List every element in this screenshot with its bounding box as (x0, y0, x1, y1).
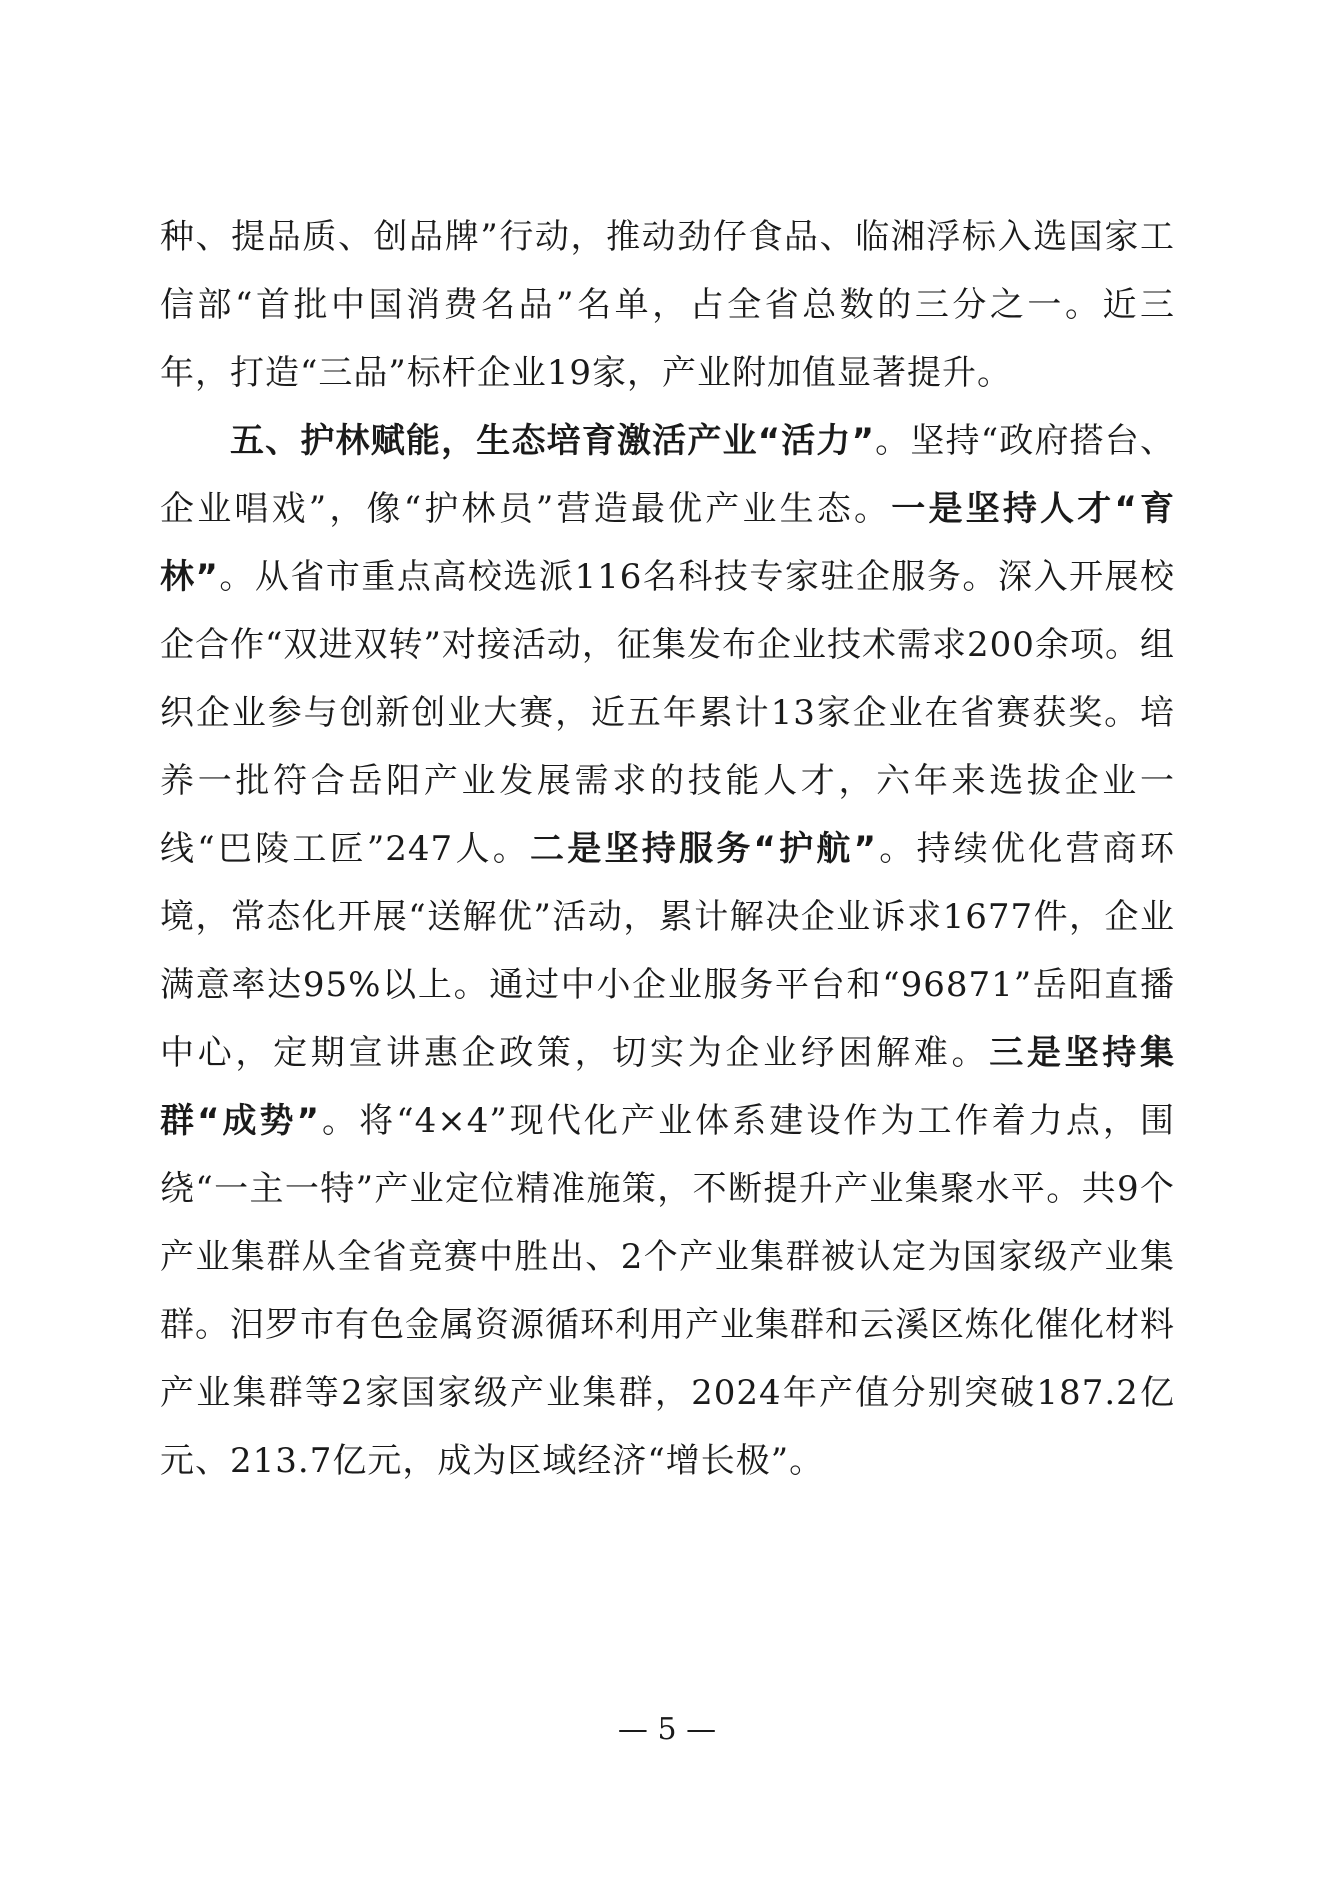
section-heading: 五、护林赋能，生态培育激活产业“活力” (230, 421, 875, 461)
point-heading-one: 一是坚持人才“育林” (160, 489, 1175, 597)
paragraph-text: 。从省市重点高校选派116名科技专家驻企服务。深入开展校企合作“双进双转”对接活动，征集发布企业技术需求200余项。组织企业参与创新创业大赛，近五年累计13家企业在省赛获奖。培养一批符合岳阳产业发展需求的技能人才，六年来选拔企业一线“巴陵工匠”247人。 (160, 557, 1175, 869)
document-body (160, 203, 1175, 1495)
page-number: — 5 — (617, 1712, 717, 1747)
paragraph-text: 。将“4×4”现代化产业体系建设作为工作着力点，围绕“一主一特”产业定位精准施策，不断提升产业集聚水平。共9个产业集群从全省竞赛中胜出、2个产业集群被认定为国家级产业集群。汨罗市有色金属资源循环利用产业集群和云溪区炼化催化材料产业集群等2家国家级产业集群，2024年产值分别突破187.2亿元、213.7亿元，成为区域经济“增长极”。 (160, 1101, 1175, 1481)
paragraph-text: 种、提品质、创品牌”行动，推动劲仔食品、临湘浮标入选国家工信部“首批中国消费名品”名单，占全省总数的三分之一。近三年，打造“三品”标杆企业19家，产业附加值显著提升。 (160, 217, 1175, 393)
paragraph-section-five (160, 407, 1175, 1495)
paragraph-continuation (160, 203, 1175, 407)
paragraph-text: 。坚持“政府搭台、企业唱戏”，像“护林员”营造最优产业生态。 (160, 421, 1175, 529)
point-heading-two: 二是坚持服务“护航” (529, 829, 877, 869)
point-heading-three: 三是坚持集群“成势” (160, 1033, 1176, 1141)
paragraph-text: 。持续优化营商环境，常态化开展“送解优”活动，累计解决企业诉求1677件，企业满意率达95%以上。通过中小企业服务平台和“96871”岳阳直播中心，定期宣讲惠企政策，切实为企业纾困解难。 (160, 829, 1175, 1073)
